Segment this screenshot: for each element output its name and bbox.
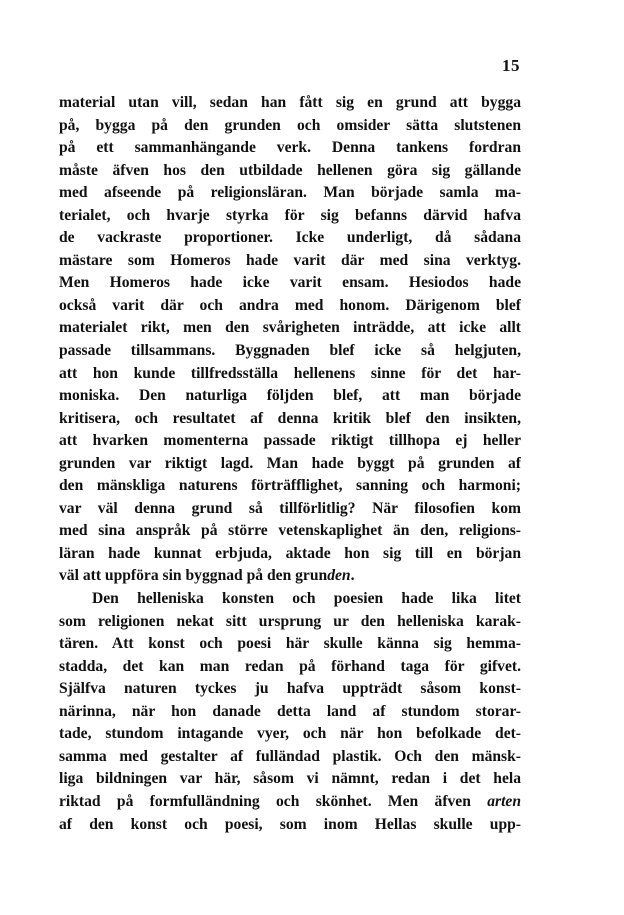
text-line: riktad på formfulländning och skönhet. Men äfven arten [59, 792, 521, 810]
text-line: på, bygga på den grunden och omsider sätta slutstenen [59, 116, 521, 134]
paragraph [59, 92, 521, 588]
text-line: närinna, när hon danade detta land af stundom storar- [59, 702, 521, 720]
text-line: mästare som Homeros hade varit där med sina verktyg. [59, 251, 521, 269]
text-line: moniska. Den naturliga följden blef, att man började [59, 387, 521, 405]
text-line: tären. Att konst och poesi här skulle känna sig hemma- [59, 635, 521, 653]
emphasis: arten [487, 792, 521, 810]
text-line: tade, stundom intagande vyer, och när hon befolkade det- [59, 725, 521, 743]
text-line: med afseende på religionsläran. Man började samla ma- [59, 184, 521, 202]
text-line: den mänskliga naturens förträfflighet, sanning och harmoni; [59, 477, 521, 495]
text-line: passade tillsammans. Byggnaden blef icke så helgjuten, [59, 342, 521, 360]
text-line: kritisera, och resultatet af denna kritik blef den insikten, [59, 409, 521, 427]
text-line: var väl denna grund så tillförlitlig? När filosofien kom [59, 499, 521, 517]
text-line: som religionen nekat sitt ursprung ur den helleniska karak- [59, 612, 521, 630]
text-line: grunden var riktigt lagd. Man hade byggt på grunden af [59, 454, 521, 472]
text-line: på ett sammanhängande verk. Denna tankens fordran [59, 139, 521, 157]
page-number: 15 [502, 56, 520, 75]
text-line: med sina anspråk på större vetenskaplighet än den, religions- [59, 522, 521, 540]
text-line: liga bildningen var här, såsom vi nämnt, redan i det hela [59, 770, 521, 788]
text-line: material utan vill, sedan han fått sig en grund att bygga [59, 94, 521, 111]
text-line: materialet rikt, men den svårigheten inträdde, att icke allt [59, 319, 521, 337]
text-line: af den konst och poesi, som inom Hellas skulle upp- [59, 815, 521, 833]
paragraph [59, 588, 521, 836]
text-line: måste äfven hos den utbildade hellenen göra sig gällande [59, 161, 521, 179]
text-line: samma med gestalter af fulländad plastik. Och den mänsk- [59, 747, 521, 765]
text-line: de vackraste proportioner. Icke underligt, då sådana [59, 229, 521, 247]
text-line: Själfva naturen tyckes ju hafva uppträdt såsom konst- [59, 680, 521, 698]
text-line: också varit där och andra med honom. Därigenom blef [59, 296, 521, 314]
text-line: stadda, det kan man redan på förhand taga för gifvet. [59, 657, 521, 675]
body-text [59, 92, 521, 836]
text-line: Den helleniska konsten och poesien hade lika litet [92, 590, 521, 608]
emphasis: den [327, 567, 351, 585]
text-line: att hon kunde tillfredsställa hellenens sinne för det har- [59, 364, 521, 382]
text-line: Men Homeros hade icke varit ensam. Hesiodos hade [59, 274, 521, 292]
text-line: väl att uppföra sin byggnad på den grunden. [59, 567, 355, 585]
text-line: läran hade kunnat erbjuda, aktade hon sig till en början [59, 544, 521, 562]
text-line: att hvarken momenterna passade riktigt tillhopa ej heller [59, 432, 521, 450]
text-line: terialet, och hvarje styrka för sig befanns därvid hafva [59, 206, 521, 224]
